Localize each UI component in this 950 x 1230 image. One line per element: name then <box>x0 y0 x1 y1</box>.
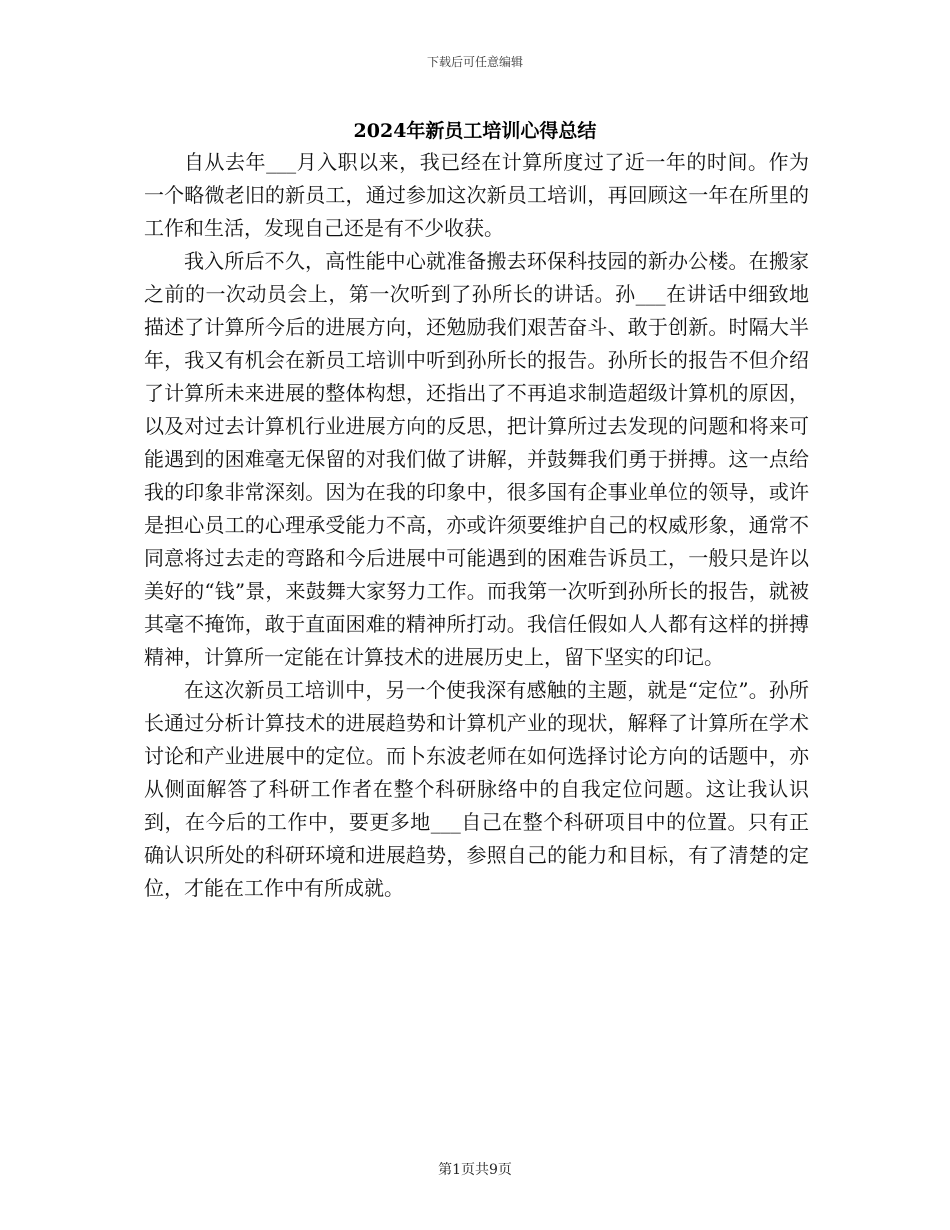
body-paragraph-3: 在这次新员工培训中，另一个使我深有感触的主题，就是“定位”。孙所长通过分析计算技术的进展趋势和计算机产业的现状，解释了计算所在学术讨论和产业进展中的定位。而卜东波老师在如何选择讨论方向的话题中，亦从侧面解答了科研工作者在整个科研脉络中的自我定位问题。这让我认识到，在今后的工作中，要更多地___自己在整个科研项目中的位置。只有正确认识所处的科研环境和进展趋势，参照自己的能力和目标，有了清楚的定位，才能在工作中有所成就。 <box>144 678 809 900</box>
body-paragraph-1: 自从去年___月入职以来，我已经在计算所度过了近一年的时间。作为一个略微老旧的新员工，通过参加这次新员工培训，再回顾这一年在所里的工作和生活，发现自己还是有不少收获。 <box>144 150 809 240</box>
page-number-footer: 第1页共9页 <box>438 1162 512 1178</box>
page-header-note: 下载后可任意编辑 <box>426 55 523 69</box>
document-title: 2024年新员工培训心得总结 <box>353 120 597 142</box>
body-paragraph-2: 我入所后不久，高性能中心就准备搬去环保科技园的新办公楼。在搬家之前的一次动员会上，第一次听到了孙所长的讲话。孙___在讲话中细致地描述了计算所今后的进展方向，还勉励我们艰苦奋斗、敢于创新。时隔大半年，我又有机会在新员工培训中听到孙所长的报告。孙所长的报告不但介绍了计算所未来进展的整体构想，还指出了不再追求制造超级计算机的原因，以及对过去计算机行业进展方向的反思，把计算所过去发现的问题和将来可能遇到的困难毫无保留的对我们做了讲解，并鼓舞我们勇于拼搏。这一点给我的印象非常深刻。因为在我的印象中，很多国有企事业单位的领导，或许是担心员工的心理承受能力不高，亦或许须要维护自己的权威形象，通常不同意将过去走的弯路和今后进展中可能遇到的困难告诉员工，一般只是许以美好的“钱”景，来鼓舞大家努力工作。而我第一次听到孙所长的报告，就被其毫不掩饰，敢于直面困难的精神所打动。我信任假如人人都有这样的拼搏精神，计算所一定能在计算技术的进展历史上，留下坚实的印记。 <box>144 249 809 669</box>
document-body <box>144 146 809 905</box>
